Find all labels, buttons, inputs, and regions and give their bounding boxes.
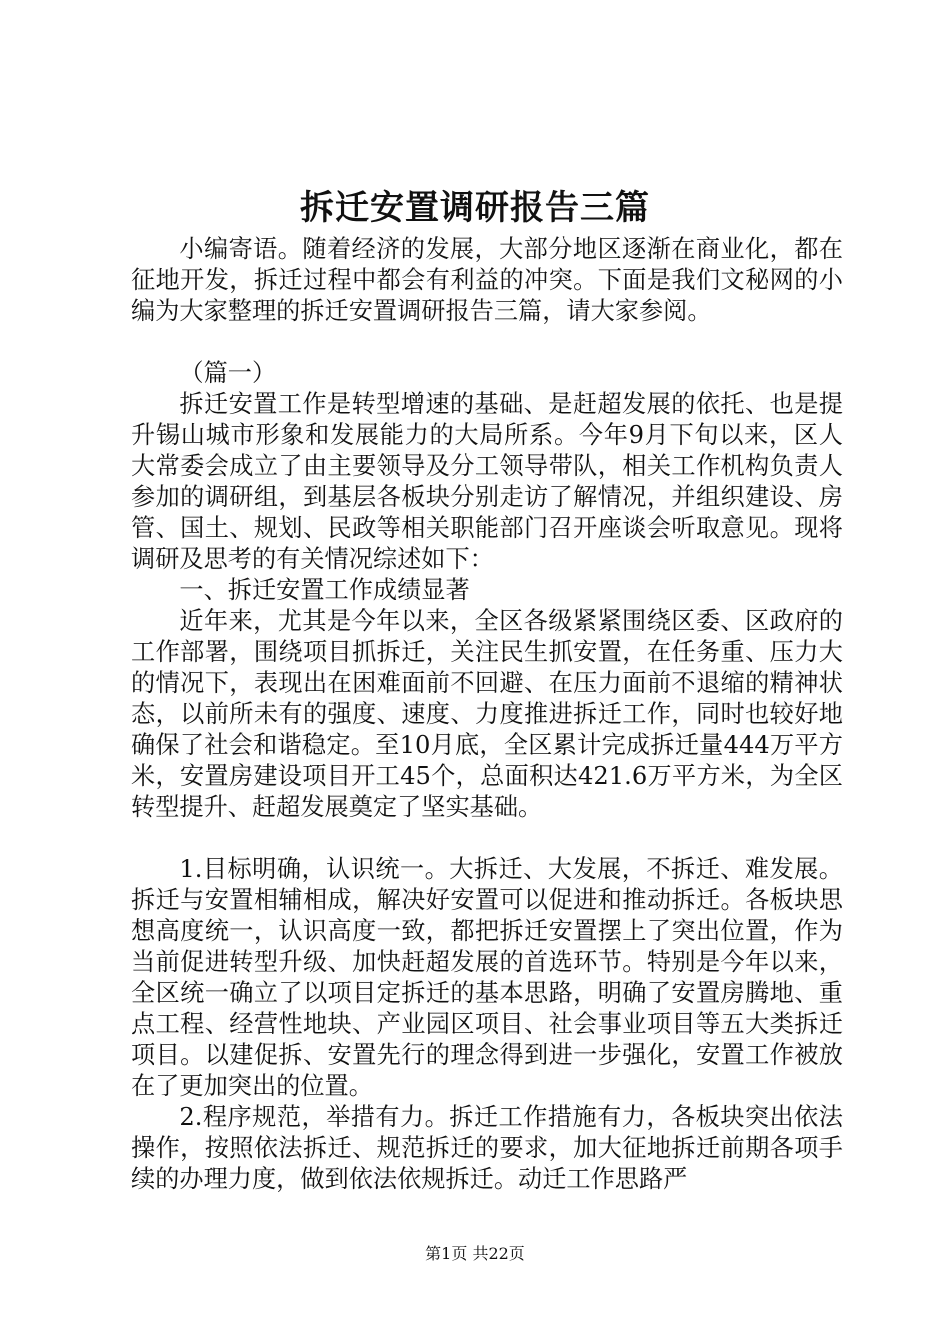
body-paragraph: 拆迁安置工作是转型增速的基础、是赶超发展的依托、也是提升锡山城市形象和发展能力的大局所系。今年9月下旬以来，区人大常委会成立了由主要领导及分工领导带队，相关工作机构负责人参加的调研组，到基层各板块分别走访了解情况，并组织建设、房管、国土、规划、民政等相关职能部门召开座谈会听取意见。现将调研及思考的有关情况综述如下：: [131, 390, 843, 573]
section-heading: 一、拆迁安置工作成绩显著: [179, 576, 470, 604]
document-body: [131, 234, 843, 1195]
intro-paragraph: 小编寄语。随着经济的发展，大部分地区逐渐在商业化，都在征地开发，拆迁过程中都会有利益的冲突。下面是我们文秘网的小编为大家整理的拆迁安置调研报告三篇，请大家参阅。: [131, 235, 843, 325]
body-paragraph: 1.目标明确，认识统一。大拆迁、大发展，不拆迁、难发展。拆迁与安置相辅相成，解决好安置可以促进和推动拆迁。各板块思想高度统一，认识高度一致，都把拆迁安置摆上了突出位置，作为当前促进转型升级、加快赶超发展的首选环节。特别是今年以来，全区统一确立了以项目定拆迁的基本思路，明确了安置房腾地、重点工程、经营性地块、产业园区项目、社会事业项目等五大类拆迁项目。以建促拆、安置先行的理念得到进一步强化，安置工作被放在了更加突出的位置。: [131, 855, 843, 1100]
section-label: （篇一）: [179, 359, 277, 387]
body-paragraph: 近年来，尤其是今年以来，全区各级紧紧围绕区委、区政府的工作部署，围绕项目抓拆迁，关注民生抓安置，在任务重、压力大的情况下，表现出在困难面前不回避、在压力面前不退缩的精神状态，以前所未有的强度、速度、力度推进拆迁工作，同时也较好地确保了社会和谐稳定。至10月底，全区累计完成拆迁量444万平方米，安置房建设项目开工45个，总面积达421.6万平方米，为全区转型提升、赶超发展奠定了坚实基础。: [131, 607, 843, 821]
body-paragraph: 2.程序规范，举措有力。拆迁工作措施有力，各板块突出依法操作，按照依法拆迁、规范拆迁的要求，加大征地拆迁前期各项手续的办理力度，做到依法依规拆迁。动迁工作思路严: [131, 1103, 843, 1193]
document-title: 拆迁安置调研报告三篇: [300, 188, 650, 228]
page-footer: 第1页 共22页: [425, 1244, 525, 1263]
